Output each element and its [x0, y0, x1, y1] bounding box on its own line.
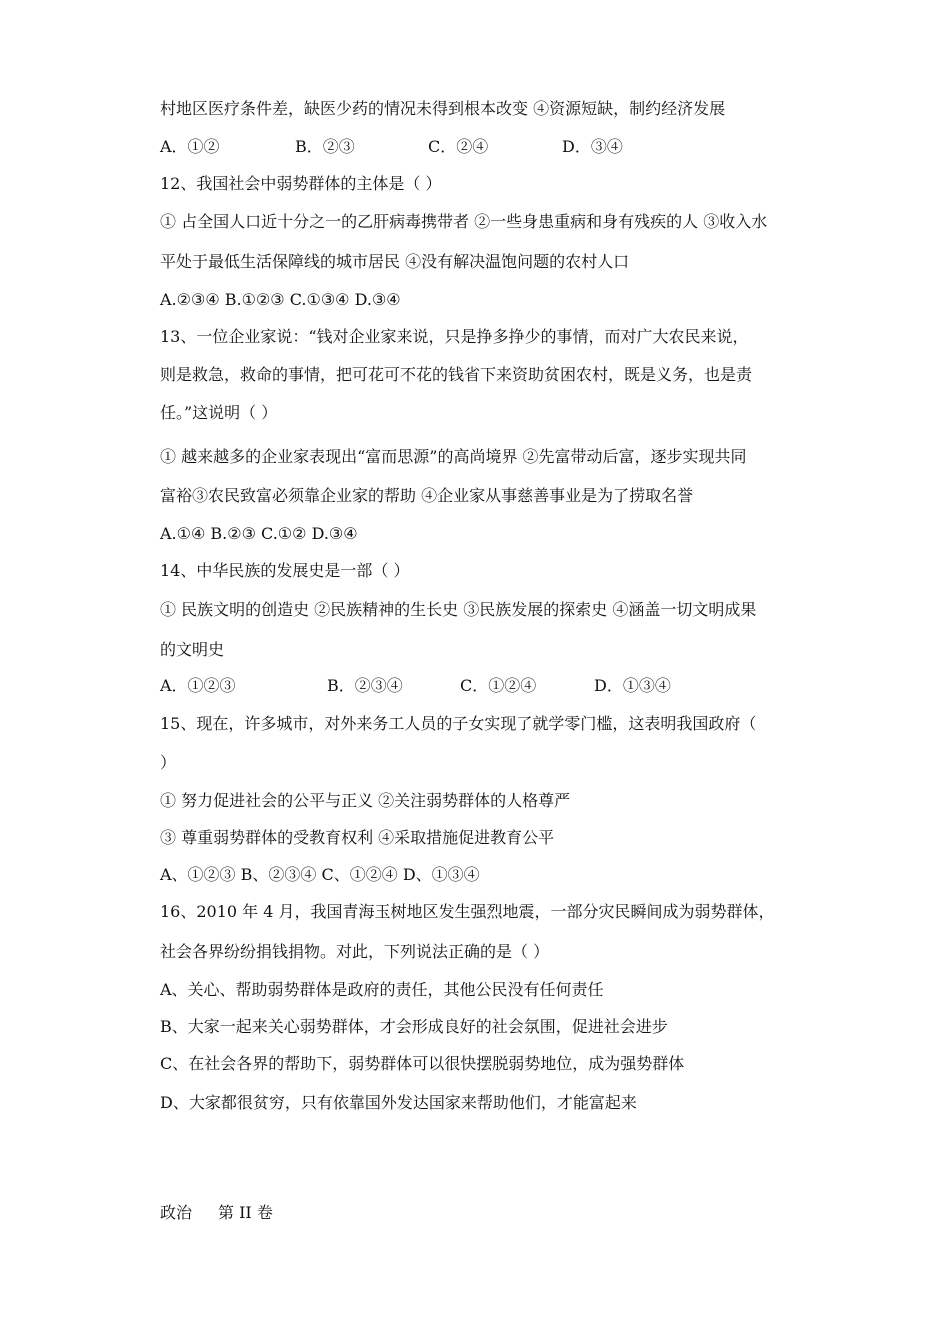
q14-option-a: A．①②③ [160, 676, 236, 695]
q12-statements-line-1: ① 占全国人口近十分之一的乙肝病毒携带者 ②一些身患重病和身有残疾的人 ③收入水 [160, 212, 768, 231]
q13-statements-line-2: 富裕③农民致富必须靠企业家的帮助 ④企业家从事慈善事业是为了捞取名誉 [160, 486, 694, 505]
q14-statements-line-1: ① 民族文明的创造史 ②民族精神的生长史 ③民族发展的探索史 ④涵盖一切文明成果 [160, 600, 757, 619]
q13-stem-line-3: 任。”这说明（ ） [160, 403, 278, 422]
q11-option-a: A．①② [160, 137, 220, 156]
q15-statements-line-2: ③ 尊重弱势群体的受教育权利 ④采取措施促进教育公平 [160, 828, 555, 847]
q16-option-a: A、关心、帮助弱势群体是政府的责任，其他公民没有任何责任 [160, 980, 604, 999]
q14-options [160, 676, 671, 696]
q14-option-c: C．①②④ [460, 676, 537, 695]
q16-stem-line-2: 社会各界纷纷捐钱捐物。对此，下列说法正确的是（ ） [160, 942, 550, 961]
q15-stem-line-1: 15、现在，许多城市，对外来务工人员的子女实现了就学零门槛，这表明我国政府（ [160, 714, 757, 733]
q16-option-c: C、在社会各界的帮助下，弱势群体可以很快摆脱弱势地位，成为强势群体 [160, 1054, 685, 1073]
q14-statements-line-2: 的文明史 [160, 640, 225, 659]
q14-option-d: D．①③④ [594, 676, 671, 695]
q13-stem-line-2: 则是救急，救命的事情，把可花可不花的钱省下来资助贫困农村，既是义务，也是责 [160, 365, 753, 384]
text-line-q11-continuation: 村地区医疗条件差，缺医少药的情况未得到根本改变 ④资源短缺，制约经济发展 [160, 99, 726, 118]
q12-stem: 12、我国社会中弱势群体的主体是（ ） [160, 174, 442, 193]
q15-statements-line-1: ① 努力促进社会的公平与正义 ②关注弱势群体的人格尊严 [160, 791, 571, 810]
q11-option-d: D．③④ [562, 137, 623, 156]
section-footer [160, 1203, 273, 1223]
q11-options [160, 137, 623, 157]
q12-options: A.②③④ B.①②③ C.①③④ D.③④ [160, 290, 401, 309]
q14-option-b: B．②③④ [327, 676, 403, 695]
q16-option-b: B、大家一起来关心弱势群体，才会形成良好的社会氛围，促进社会进步 [160, 1017, 668, 1036]
q12-statements-line-2: 平处于最低生活保障线的城市居民 ④没有解决温饱问题的农村人口 [160, 252, 630, 271]
q13-statements-line-1: ① 越来越多的企业家表现出“富而思源”的高尚境界 ②先富带动后富，逐步实现共同 [160, 447, 747, 466]
q11-option-b: B．②③ [295, 137, 355, 156]
subject-label: 政治 [160, 1203, 193, 1222]
q15-stem-line-2: ） [160, 753, 177, 772]
q16-stem-line-1: 16、2010 年 4 月，我国青海玉树地区发生强烈地震，一部分灾民瞬间成为弱势群体， [160, 902, 775, 921]
q16-option-d: D、大家都很贫穷，只有依靠国外发达国家来帮助他们，才能富起来 [160, 1093, 637, 1112]
q13-stem-line-1: 13、一位企业家说：“钱对企业家来说，只是挣多挣少的事情，而对广大农民来说， [160, 327, 749, 346]
q14-stem: 14、中华民族的发展史是一部（ ） [160, 561, 410, 580]
q11-option-c: C．②④ [428, 137, 489, 156]
q13-options: A.①④ B.②③ C.①② D.③④ [160, 524, 358, 543]
q15-options: A、①②③ B、②③④ C、①②④ D、①③④ [160, 865, 480, 884]
section-label: 第 II 卷 [218, 1203, 273, 1222]
